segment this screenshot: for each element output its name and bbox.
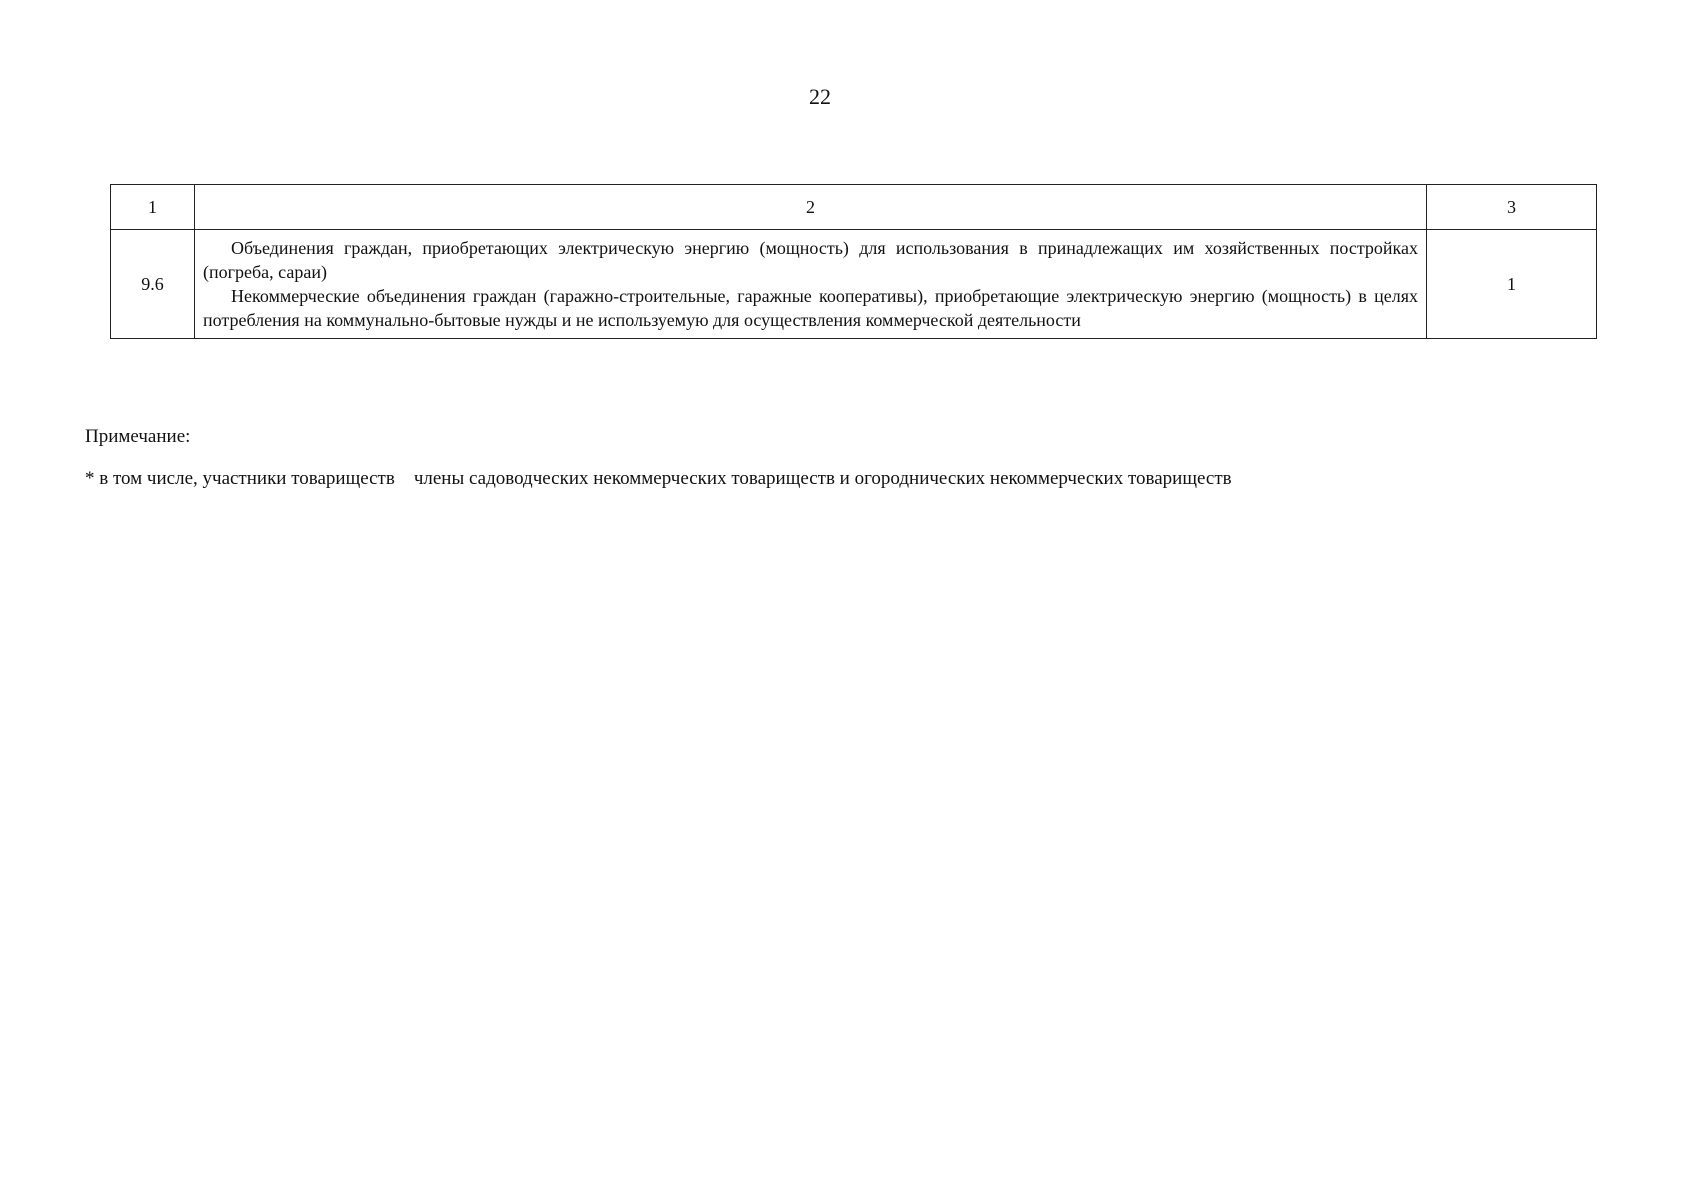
description-paragraph: Некоммерческие объединения граждан (гаражно-строительные, гаражные кооперативы), приобретающие электрическую энергию (мощность) в целях потребления на коммунально-бытовые нужды и не используемую для осуществления коммерческой деятельности <box>203 286 1418 330</box>
page-number: 22 <box>809 84 831 109</box>
row-code: 9.6 <box>111 230 195 339</box>
row-description <box>195 230 1427 339</box>
column-header-2: 2 <box>195 185 1427 230</box>
table-row <box>111 230 1597 339</box>
tariff-table <box>110 184 1597 339</box>
column-header-3: 3 <box>1427 185 1597 230</box>
column-header-1: 1 <box>111 185 195 230</box>
note-label: Примечание: <box>85 426 191 447</box>
row-value: 1 <box>1427 230 1597 339</box>
note-text: * в том числе, участники товариществ члены садоводческих некоммерческих товариществ и огороднических некоммерческих товариществ <box>85 468 1232 489</box>
table-header-row <box>111 185 1597 230</box>
description-paragraph: Объединения граждан, приобретающих электрическую энергию (мощность) для использования в принадлежащих им хозяйственных постройках (погреба, сараи) <box>203 238 1418 282</box>
